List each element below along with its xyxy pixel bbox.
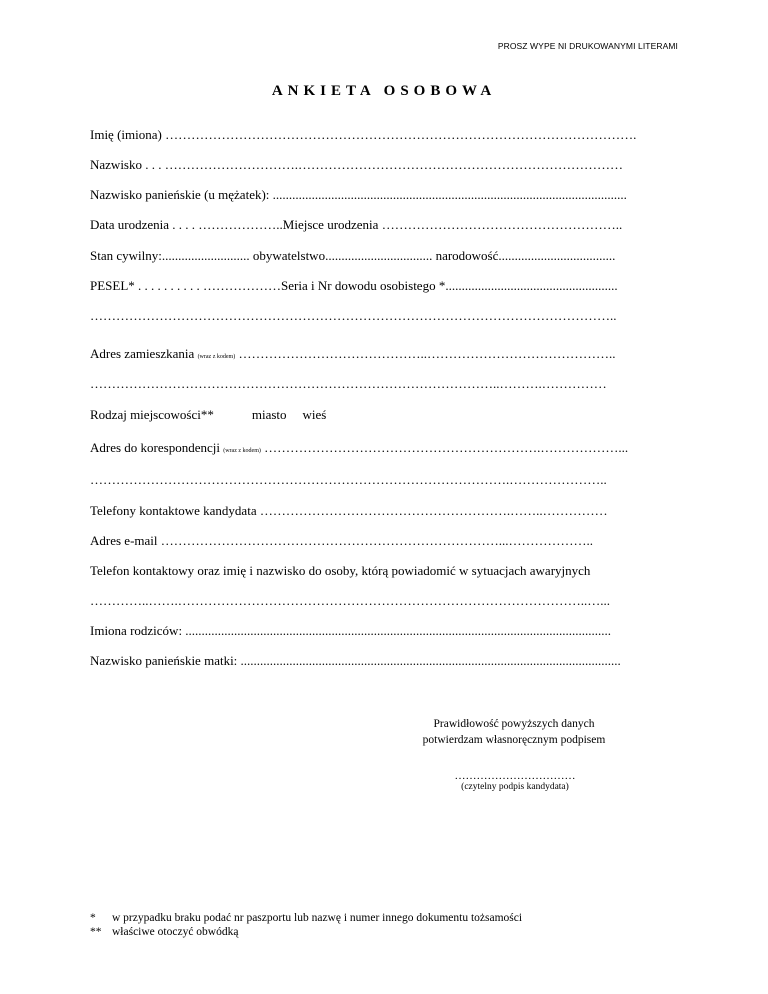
field-awaryjny-label: Telefon kontaktowy oraz imię i nazwisko do osoby, którą powiadomić w sytuacjach awaryjnych [90,563,591,578]
footnote-2-text: właściwe otoczyć obwódką [112,926,239,938]
option-miasto[interactable]: miasto [251,407,287,422]
footnote-2-mark: ** [90,926,102,938]
footnote-1-text: w przypadku braku podać nr paszportu lub nazwę i numer innego dokumentu tożsamości [112,912,523,924]
field-stan-cywilny[interactable]: Stan cywilny:........................... obywatelstwo................................. narodowość.................................... [90,248,616,263]
field-nazwisko-matki[interactable]: Nazwisko panieńskie matki: ..................................................................................................................... [90,653,621,668]
field-adres-korespondencji[interactable] [90,440,675,459]
adres-note: (wraz z kodem) [197,354,236,360]
koresp-note: (wraz z kodem) [223,448,261,454]
footnote-2 [90,925,238,940]
field-imiona-rodzicow[interactable]: Imiona rodziców: ................................................................................................................................... [90,623,612,638]
field-adres-continuation[interactable]: …………………………………………………………………………………..……….…………… [90,376,607,391]
field-adres-zamieszkania[interactable] [90,346,675,365]
field-telefony[interactable]: Telefony kontaktowe kandydata ………………………………………………….……..…………… [90,503,608,518]
header-instruction: PROSZ WYPE NI DRUKOWANYMI LITERAMI [497,41,678,51]
field-dowod-continuation[interactable]: ………………………………………………………………………………………………………….. [90,308,617,323]
koresp-label: Adres do korespondencji [90,440,224,455]
adres-label: Adres zamieszkania [90,346,198,361]
field-koresp-continuation[interactable]: …………………………………………………………………………………….………………….. [90,472,607,487]
field-nazwisko-panienskie[interactable]: Nazwisko panieńskie (u mężatek): ............................................................................................................. [90,187,627,202]
signature-field[interactable]: …………………………… [454,770,576,782]
field-awaryjny[interactable]: …………..…….…………………………………………………………………………………..…... [90,593,610,608]
field-pesel[interactable]: PESEL* . . . . . . . . . . ………………Seria i Nr dowodu osobistego *..................................................... [90,278,618,293]
signature-statement [414,716,614,748]
footnote-1-mark: * [90,912,96,924]
signature-caption: (czytelny podpis kandydata) [461,782,569,792]
adres-dots: ……………………………………..…………………………………….. [235,346,616,361]
option-wies[interactable]: wieś [302,407,327,422]
field-imie[interactable]: Imię (imiona) ………………………………………………………………………………………………. [90,127,637,142]
field-nazwisko[interactable]: Nazwisko . . . ………………………….………………………………………………………………… [90,157,623,172]
field-rodzaj-miejscowosci [90,407,675,423]
signature-line2: potwierdzam własnoręcznym podpisem [422,734,606,746]
signature-line1: Prawidłowość powyższych danych [433,718,595,730]
page-title: ANKIETA OSOBOWA [271,83,497,99]
field-data-miejsce-urodzenia[interactable]: Data urodzenia . . . . ………………..Miejsce urodzenia ……………………………………………….. [90,217,623,232]
koresp-dots: ……………………………………………………….………………... [260,440,629,455]
footnote-1 [90,911,522,926]
field-email[interactable]: Adres e-mail ……………………………………………………………………...……………….. [90,533,594,548]
rodzaj-label: Rodzaj miejscowości** [90,407,214,422]
